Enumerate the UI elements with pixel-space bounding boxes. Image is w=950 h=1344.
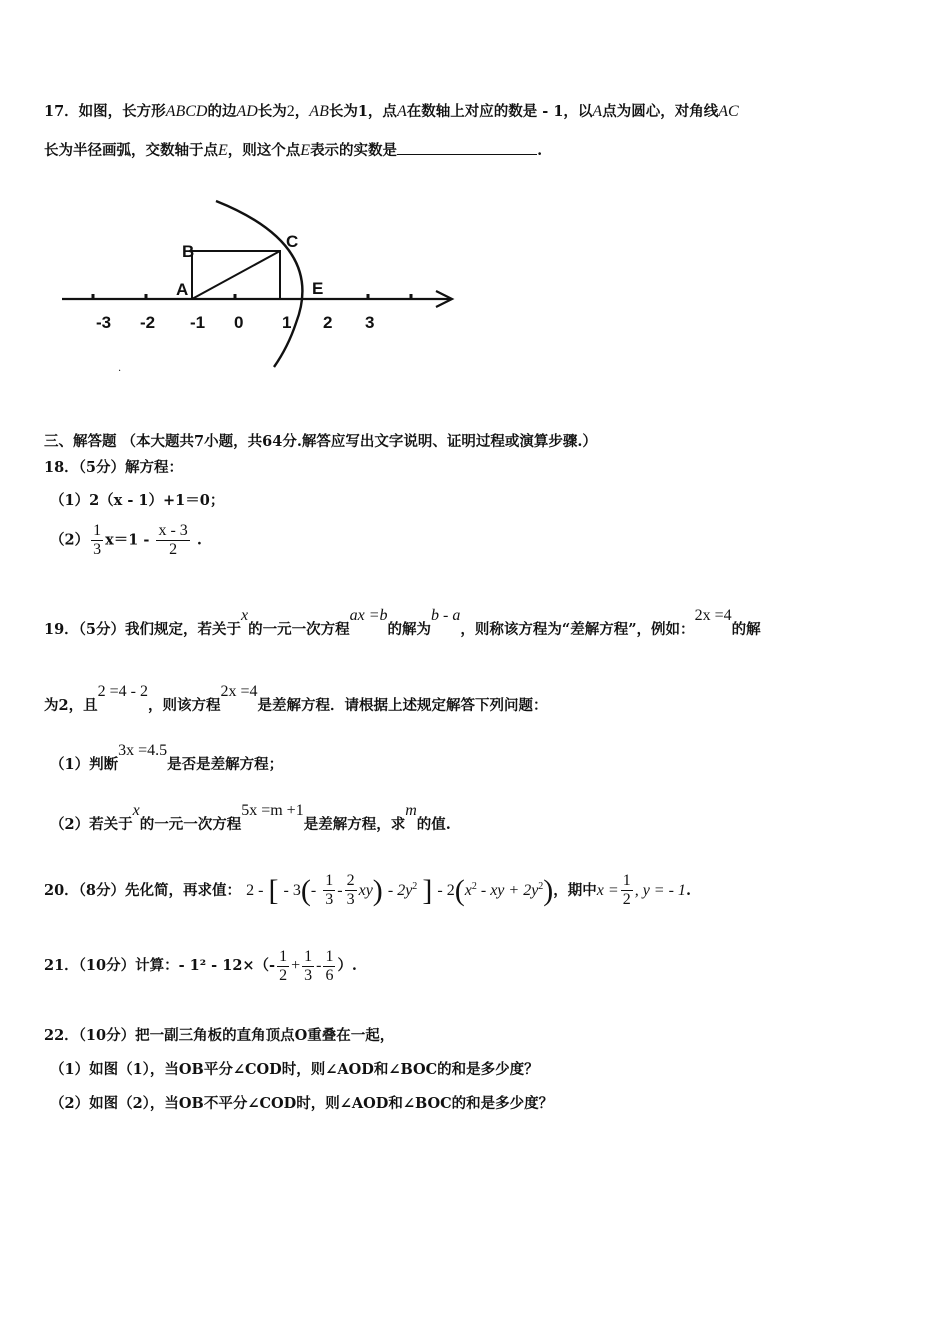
tick-label: -1 [190,313,206,332]
bracket-open: [ [268,873,279,907]
eq-5x: 5x =m +1 [241,802,304,819]
expr-part: x = [596,881,619,899]
expr-part: - 3 [283,881,301,899]
q19-part1 [50,742,284,775]
fraction [91,522,103,559]
expr-part: - 2y [387,881,413,899]
fraction [277,948,289,985]
q17-text: ， [294,103,310,120]
eq-2-4-2: 2 =4 - 2 [97,683,148,700]
var-m: m [405,802,417,819]
expr-b-minus-a: b - a [431,607,461,624]
denominator: 3 [304,966,313,984]
stray-dot: . [118,363,122,374]
q19-text: 为2，且 [44,697,98,714]
paren-close: ) [372,873,383,907]
q19-text: 的解为 [387,621,432,638]
bracket-close: ] [422,873,433,907]
var-x: x [132,802,140,819]
expr-part: - [310,881,317,899]
q20-text: ，期中 [553,881,597,899]
denominator: 6 [325,966,334,984]
q19-text: 的一元一次方程 [248,621,350,638]
q19-text: ，则称该方程为“差解方程”，例如： [460,621,695,638]
eq-2x-4: 2x =4 [694,607,732,624]
denominator: 2 [279,966,288,984]
expr-part: 2 - [246,881,264,899]
q19-text: 19．（5分）我们规定，若关于 [44,621,242,638]
q20-text: . [685,881,691,899]
exponent: 2 [471,881,477,892]
q17-text: 长为1，点 [328,103,397,120]
exponent: 2 [412,881,418,892]
expr-part: - 2 [437,881,455,899]
fraction [323,948,335,985]
operator: + [291,957,301,974]
q17-a: A [592,103,603,120]
numerator: 1 [622,872,631,890]
numerator: 1 [325,947,334,965]
q19-text: 的一元一次方程 [139,816,242,833]
tick-label: 3 [365,313,375,332]
expr-part: xy [358,881,373,899]
eq-2x-4: 2x =4 [220,683,258,700]
numerator: 2 [346,872,355,890]
q17-text: ，则这个点 [227,142,301,159]
q19-text: 是差解方程，求 [303,816,406,833]
q21-line [44,944,357,988]
q19-line2 [44,683,548,716]
label-a: A [176,280,189,299]
q19-part2 [50,802,451,835]
q22-title: 22．（10分）把一副三角板的直角顶点O重叠在一起， [44,1027,395,1044]
numerator: 1 [279,947,288,965]
q17-two: 2 [286,103,295,120]
tick-label: -2 [140,313,156,332]
q17-text: 17．如图，长方形 [44,103,166,120]
q18-part2 [50,522,202,559]
q17-e: E [218,142,228,159]
q17-abcd: ABCD [165,103,208,120]
q22-part1: （1）如图（1），当OB平分∠COD时，则∠AOD和∠BOC的和是多少度？ [50,1061,539,1078]
diagonal-ac [192,251,280,299]
expr-part: - [337,881,343,899]
q20-line [44,865,691,913]
numerator: 1 [304,947,313,965]
q17-text: 点为圆心，对角线 [602,103,719,120]
arc [216,201,302,367]
q17-text: 长为 [257,103,287,120]
q18-title: 18．（5分）解方程： [44,459,184,476]
q17-text: 的边 [207,103,237,120]
q19-text: 的值. [416,816,451,833]
q17-e: E [300,142,311,159]
operator: - [316,957,322,974]
eq-3x: 3x =4.5 [118,742,168,759]
label-b: B [182,242,195,261]
fraction [302,948,314,985]
label-e: E [312,279,324,298]
tick-label: 0 [234,313,244,332]
q19-text: （1）判断 [50,756,119,773]
q17-ad: AD [236,103,258,120]
tick-label: 2 [323,313,333,332]
q17-text: 表示的实数是 [310,142,398,159]
q19-line1 [44,607,761,640]
numerator: 1 [325,872,334,890]
q18-text: x＝1 - [105,531,150,549]
label-c: C [286,232,299,251]
q19-text: 是差解方程．请根据上述规定解答下列问题： [257,697,548,714]
q17-line2 [44,140,542,161]
fraction [323,872,335,909]
fraction [156,522,189,559]
q18-text: （2） [50,531,90,549]
q19-text: （2）若关于 [50,816,133,833]
q17-text: 在数轴上对应的数是 - 1，以 [406,103,593,120]
q21-text: 21．（10分）计算：- 1² - 12×（- [44,957,276,974]
q22-part2: （2）如图（2），当OB不平分∠COD时，则∠AOD和∠BOC的和是多少度？ [50,1095,554,1112]
q17-a: A [396,103,407,120]
paren-open: ( [300,873,311,907]
exponent: 2 [538,881,544,892]
section3-heading: 三、解答题 （本大题共7小题，共64分.解答应写出文字说明、证明过程或演算步骤.） [44,433,597,450]
numerator: 1 [93,522,102,539]
numerator: x - 3 [158,522,188,539]
q17-ab: AB [309,103,329,120]
fraction [345,872,357,909]
tick-label: 1 [282,313,292,332]
q18-part1: （1）2（x - 1）+1＝0； [50,492,225,509]
q19-text: ，则该方程 [147,697,221,714]
denominator: 2 [622,891,631,909]
expr-part: , y = - 1 [634,881,686,899]
denominator: 3 [325,891,334,909]
tick-label: -3 [96,313,112,332]
answer-blank[interactable] [397,140,537,155]
denominator: 2 [169,541,178,558]
q19-text: 的解 [731,621,761,638]
paren-close: ) [543,873,554,907]
expr-part: - xy + 2y [476,881,539,899]
number-line-figure [58,195,468,375]
q18-text: . [196,531,202,549]
q21-text: ）. [337,957,357,974]
expr-part: x [464,881,472,899]
var-x: x [241,607,249,624]
q20-text: 20．（8分）先化简，再求值： [44,881,242,899]
denominator: 3 [346,891,355,909]
q17-line1 [44,102,739,122]
q17-text: . [537,142,543,159]
fraction [621,872,633,909]
q17-text: 长为半径画弧，交数轴于点 [44,142,218,159]
paren-open: ( [454,873,465,907]
q17-ac: AC [718,103,739,120]
denominator: 3 [93,541,102,558]
eq-ax-b: ax =b [349,607,388,624]
q19-text: 是否是差解方程； [167,756,284,773]
